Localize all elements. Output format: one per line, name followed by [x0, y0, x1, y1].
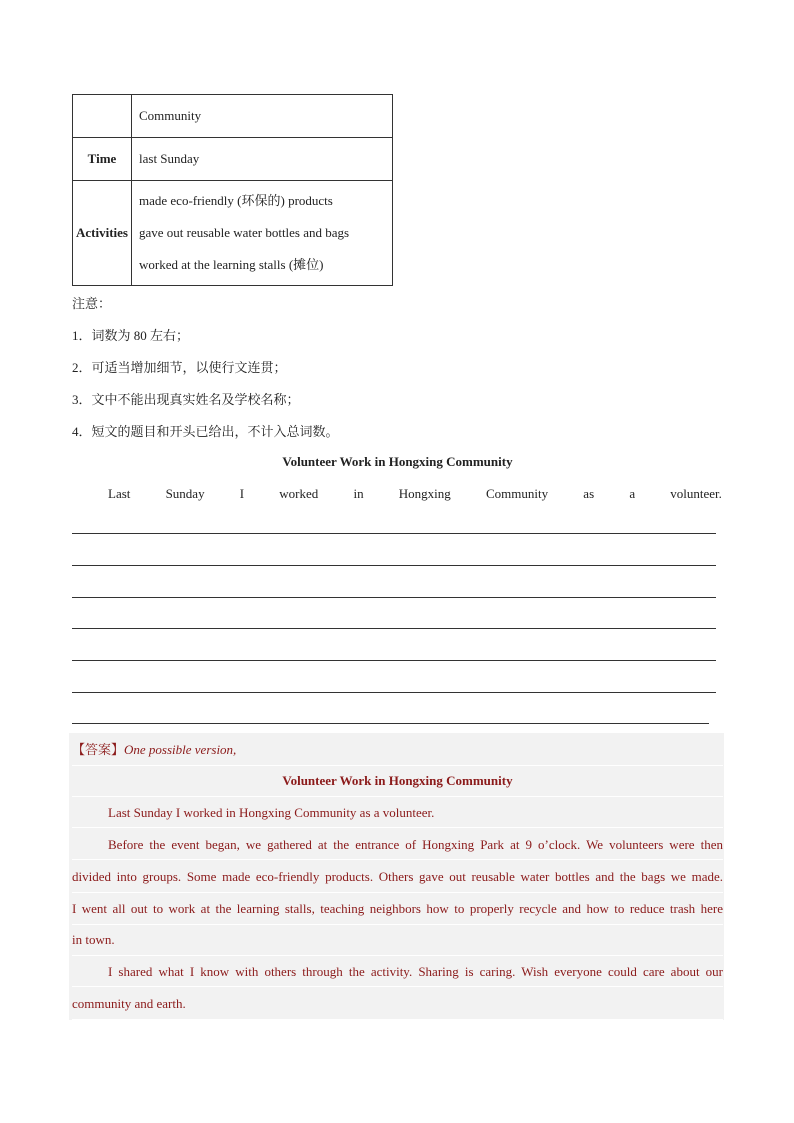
opening-word: Community [485, 486, 549, 501]
answer-line: Before the event began, we gathered at the entrance of Hongxing Park at 9 o’clock. We volunteers were then [72, 829, 723, 860]
notes-section [72, 288, 722, 448]
answer-line: divided into groups. Some made eco-friendly products. Others gave out reusable water bottles and the bags we made. [72, 861, 723, 893]
info-table [72, 94, 393, 286]
opening-word: Sunday [165, 486, 205, 501]
answer-tag: 【答案】 [72, 742, 125, 757]
activity-item: worked at the learning stalls (摊位) [139, 257, 324, 272]
answer-line: I went all out to work at the learning stalls, teaching neighbors how to properly recycle and how to reduce trash here [72, 893, 723, 925]
activities-cell [132, 181, 393, 286]
activity-item: gave out reusable water bottles and bags [139, 225, 350, 240]
opening-word: Last [108, 486, 131, 501]
opening-word: I [239, 486, 245, 501]
note-item: 4．短文的题目和开头已给出，不计入总词数。 [72, 424, 339, 439]
opening-word: worked [279, 486, 319, 501]
writing-line[interactable] [72, 628, 716, 629]
time-value: last Sunday [132, 138, 393, 181]
community-cell: Community [132, 95, 393, 138]
essay-title: Volunteer Work in Hongxing Community [282, 454, 513, 469]
note-item: 3．文中不能出现真实姓名及学校名称； [72, 392, 300, 407]
answer-intro: One possible version, [124, 742, 237, 757]
opening-word: a [629, 486, 636, 501]
table-row [73, 181, 393, 286]
answer-line: I shared what I know with others through the activity. Sharing is caring. Wish everyone could care about our [72, 956, 723, 987]
writing-line[interactable] [72, 597, 716, 598]
answer-line: community and earth. [72, 988, 723, 1020]
notes-heading: 注意： [72, 296, 112, 311]
table-row [73, 138, 393, 181]
opening-word: volunteer. [670, 486, 722, 501]
writing-line[interactable] [72, 533, 716, 534]
essay-opening [108, 478, 722, 510]
opening-word: as [583, 486, 595, 501]
empty-label-cell [73, 95, 132, 138]
activities-label: Activities [73, 181, 132, 286]
writing-line[interactable] [72, 723, 709, 724]
activity-item: made eco-friendly (环保的) products [139, 193, 333, 208]
answer-line: in town. [72, 924, 723, 956]
time-label: Time [73, 138, 132, 181]
opening-word: Hongxing [398, 486, 451, 501]
writing-line[interactable] [72, 692, 716, 693]
answer-header [72, 734, 723, 766]
opening-word: in [353, 486, 364, 501]
note-item: 2．可适当增加细节，以使行文连贯； [72, 360, 287, 375]
writing-line[interactable] [72, 660, 716, 661]
writing-line[interactable] [72, 565, 716, 566]
answer-title: Volunteer Work in Hongxing Community [72, 765, 723, 797]
answer-line: Last Sunday I worked in Hongxing Community as a volunteer. [72, 797, 723, 828]
note-item: 1．词数为 80 左右； [72, 328, 190, 343]
table-row [73, 95, 393, 138]
